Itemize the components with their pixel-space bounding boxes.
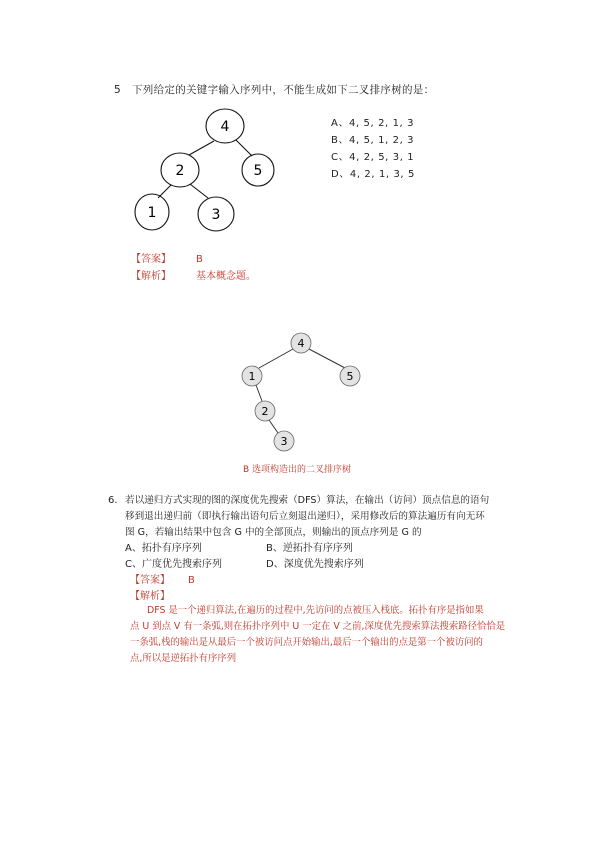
analysis-line: DFS 是一个递归算法,在遍历的过程中,先访问的点被压入栈底。拓扑有序是指如果 [147, 605, 484, 616]
binary-tree-diagram [128, 104, 278, 234]
bst-diagram-option-b [236, 330, 366, 458]
tree-node: 2 [261, 405, 269, 418]
tree-node: 5 [253, 163, 263, 179]
option-d: D、深度优先搜索序列 [266, 559, 364, 570]
tree-node: 4 [297, 337, 305, 350]
analysis-line: 点,所以是逆拓扑有序序列 [130, 653, 237, 664]
analysis-text: 基本概念题。 [196, 271, 256, 282]
option-d: D、4, 2, 1, 3, 5 [331, 169, 415, 180]
tree-node: 1 [248, 370, 256, 383]
figure-caption: B 选项构造出的二叉排序树 [243, 465, 352, 475]
question-stem: 下列给定的关键字输入序列中，不能生成如下二叉排序树的是： [132, 84, 435, 96]
option-c: C、4, 2, 5, 3, 1 [331, 152, 415, 163]
tree-node: 3 [280, 435, 288, 448]
analysis-line: 一条弧,栈的输出是从最后一个被访问点开始输出,最后一个输出的点是第一个被访问的 [130, 637, 483, 648]
question-number: 5 [114, 84, 121, 96]
option-a: A、4, 5, 2, 1, 3 [331, 118, 415, 129]
question-stem-line: 移到退出递归前（即执行输出语句后立刻退出递归），采用修改后的算法遍历有向无环 [125, 511, 485, 522]
answer-label: 【答案】 [130, 575, 170, 586]
option-c: C、广度优先搜索序列 [125, 559, 222, 570]
answer-value: B [196, 254, 203, 265]
analysis-label: 【解析】 [131, 271, 171, 282]
question-stem-line: 若以递归方式实现的图的深度优先搜索（DFS）算法，在输出（访问）顶点信息的语句 [125, 495, 490, 506]
answer-value: B [188, 575, 195, 586]
tree-node: 4 [220, 119, 230, 135]
option-b: B、逆拓扑有序序列 [266, 543, 353, 554]
option-b: B、4, 5, 1, 2, 3 [331, 135, 415, 146]
question-number: 6. [108, 495, 118, 506]
option-a: A、拓扑有序序列 [125, 543, 202, 554]
question-stem-line: 图 G，若输出结果中包含 G 中的全部顶点，则输出的顶点序列是 G 的 [125, 527, 422, 538]
tree-node: 5 [346, 370, 354, 383]
tree-node: 3 [211, 207, 221, 223]
analysis-line: 点 U 到点 V 有一条弧,则在拓扑序列中 U 一定在 V 之前,深度优先搜索算法搜索路径恰恰是 [130, 621, 506, 632]
analysis-label: 【解析】 [130, 591, 170, 602]
tree-node: 2 [175, 163, 185, 179]
answer-label: 【答案】 [131, 254, 171, 265]
tree-node: 1 [147, 205, 157, 221]
